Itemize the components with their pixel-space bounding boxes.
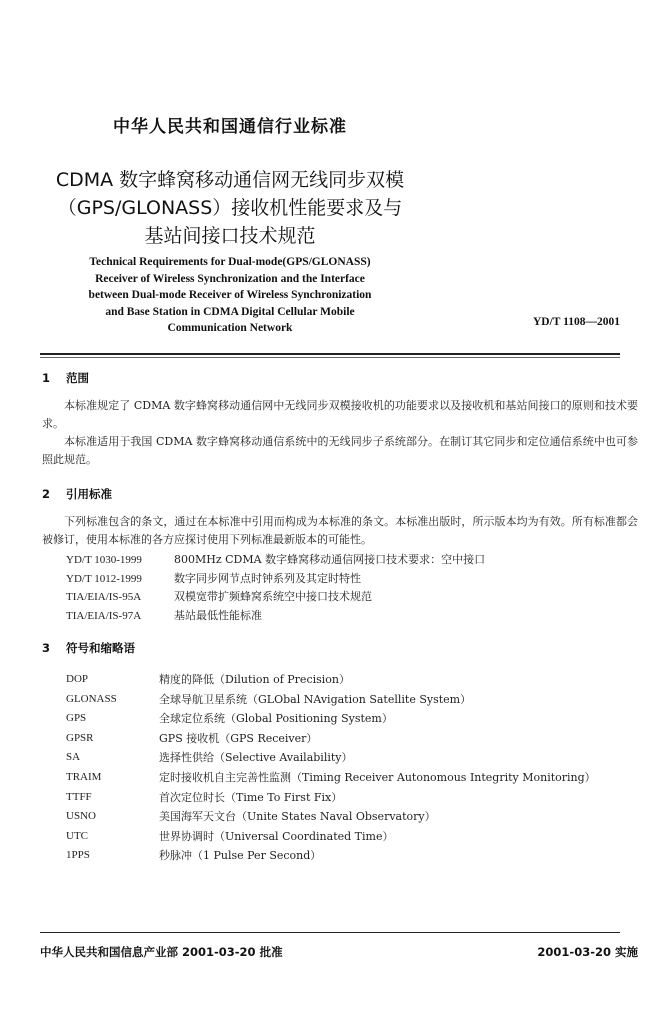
abbreviation-term: TRAIM [66, 770, 102, 783]
chinese-title [30, 166, 430, 250]
abbreviation-definition: 全球导航卫星系统（GLObal NAvigation Satellite System） [159, 692, 472, 706]
list-item [66, 690, 596, 710]
referenced-standards-list [66, 551, 485, 625]
header-divider-thin [40, 357, 620, 358]
standard-code: TIA/EIA/IS-95A [66, 591, 142, 604]
abbreviation-term: TTFF [66, 790, 92, 803]
section-title: 符号和缩略语 [66, 641, 135, 655]
standard-code: YD/T 1012-1999 [66, 572, 142, 585]
list-item [66, 729, 596, 749]
abbreviation-definition: 选择性供给（Selective Availability） [159, 751, 353, 765]
section-1-paragraph-1: 本标准规定了 CDMA 数字蜂窝移动通信网中无线同步双模接收机的功能要求以及接收机和基站间接口的原则和技术要求。 [42, 399, 638, 430]
abbreviation-definition: 世界协调时（Universal Coordinated Time） [159, 829, 394, 843]
list-item [66, 551, 485, 570]
section-1-heading [42, 370, 89, 386]
section-title: 引用标准 [66, 487, 112, 501]
standard-description: 800MHz CDMA 数字蜂窝移动通信网接口技术要求：空中接口 [174, 553, 486, 566]
section-title: 范围 [66, 371, 89, 385]
footer-divider [40, 932, 620, 933]
list-item [66, 846, 596, 866]
english-title-line: Technical Requirements for Dual-mode(GPS/GLONASS) [89, 256, 371, 268]
list-item [66, 768, 596, 788]
header-divider [40, 353, 620, 355]
chinese-title-line: CDMA 数字蜂窝移动通信网无线同步双模 [55, 169, 405, 191]
abbreviation-term: DOP [66, 673, 89, 685]
chinese-title-line: 基站间接口技术规范 [144, 225, 316, 247]
list-item [66, 607, 485, 626]
standard-code: YD/T 1030-1999 [66, 554, 142, 566]
chinese-title-line: （GPS/GLONASS）接收机性能要求及与 [57, 197, 403, 219]
standard-code: TIA/EIA/IS-97A [66, 609, 142, 622]
list-item [66, 570, 485, 589]
english-title-line: between Dual-mode Receiver of Wireless Synchronization [88, 289, 372, 301]
list-item [66, 788, 596, 808]
standard-number: YD/T 1108—2001 [532, 316, 620, 328]
abbreviation-term: SA [66, 751, 81, 764]
list-item [66, 807, 596, 827]
implementation-date: 2001-03-20 实施 [537, 945, 638, 959]
standard-description: 数字同步网节点时钟系列及其定时特性 [174, 571, 361, 585]
english-title-line: and Base Station in CDMA Digital Cellular Mobile [105, 305, 355, 318]
approval-statement: 中华人民共和国信息产业部 2001-03-20 批准 [40, 945, 283, 959]
section-number: 2 [42, 487, 51, 501]
abbreviation-definition: 美国海军天文台（Unite States Naval Observatory） [159, 810, 436, 824]
english-title-line: Communication Network [167, 322, 293, 334]
english-title [30, 254, 430, 337]
abbreviation-definition: 精度的降低（Dilution of Precision） [159, 673, 350, 686]
section-2-heading [42, 486, 112, 502]
section-number: 3 [42, 641, 51, 655]
english-title-line: Receiver of Wireless Synchronization and the Interface [95, 272, 365, 285]
abbreviation-definition: GPS 接收机（GPS Receiver） [159, 731, 318, 745]
abbreviation-term: GLONASS [66, 692, 117, 705]
section-number: 1 [42, 371, 51, 385]
industry-standard-heading: 中华人民共和国通信行业标准 [113, 117, 347, 137]
abbreviation-term: USNO [66, 810, 96, 823]
list-item [66, 709, 596, 729]
abbreviation-definition: 定时接收机自主完善性监测（Timing Receiver Autonomous Integrity Monitoring） [159, 770, 596, 784]
abbreviation-term: GPSR [66, 731, 94, 744]
abbreviation-definition: 秒脉冲（1 Pulse Per Second） [159, 849, 322, 863]
abbreviation-term: 1PPS [66, 849, 90, 862]
abbreviation-definition: 首次定位时长（Time To First Fix） [159, 790, 343, 804]
abbreviation-definition: 全球定位系统（Global Positioning System） [159, 712, 393, 726]
abbreviations-list [66, 670, 596, 866]
list-item [66, 748, 596, 768]
section-2-paragraph: 下列标准包含的条文，通过在本标准中引用而构成为本标准的条文。本标准出版时，所示版本均为有效。所有标准都会被修订，使用本标准的各方应探讨使用下列标准最新版本的可能性。 [42, 515, 638, 546]
section-1-paragraph-2: 本标准适用于我国 CDMA 数字蜂窝移动通信系统中的无线同步子系统部分。在制订其它同步和定位通信系统中也可参照此规范。 [42, 435, 638, 466]
list-item [66, 670, 596, 690]
list-item [66, 588, 485, 607]
standard-description: 基站最低性能标准 [174, 608, 262, 622]
abbreviation-term: UTC [66, 829, 88, 842]
list-item [66, 827, 596, 847]
abbreviation-term: GPS [66, 712, 87, 725]
section-3-heading [42, 640, 135, 656]
standard-description: 双模宽带扩频蜂窝系统空中接口技术规范 [174, 590, 372, 604]
